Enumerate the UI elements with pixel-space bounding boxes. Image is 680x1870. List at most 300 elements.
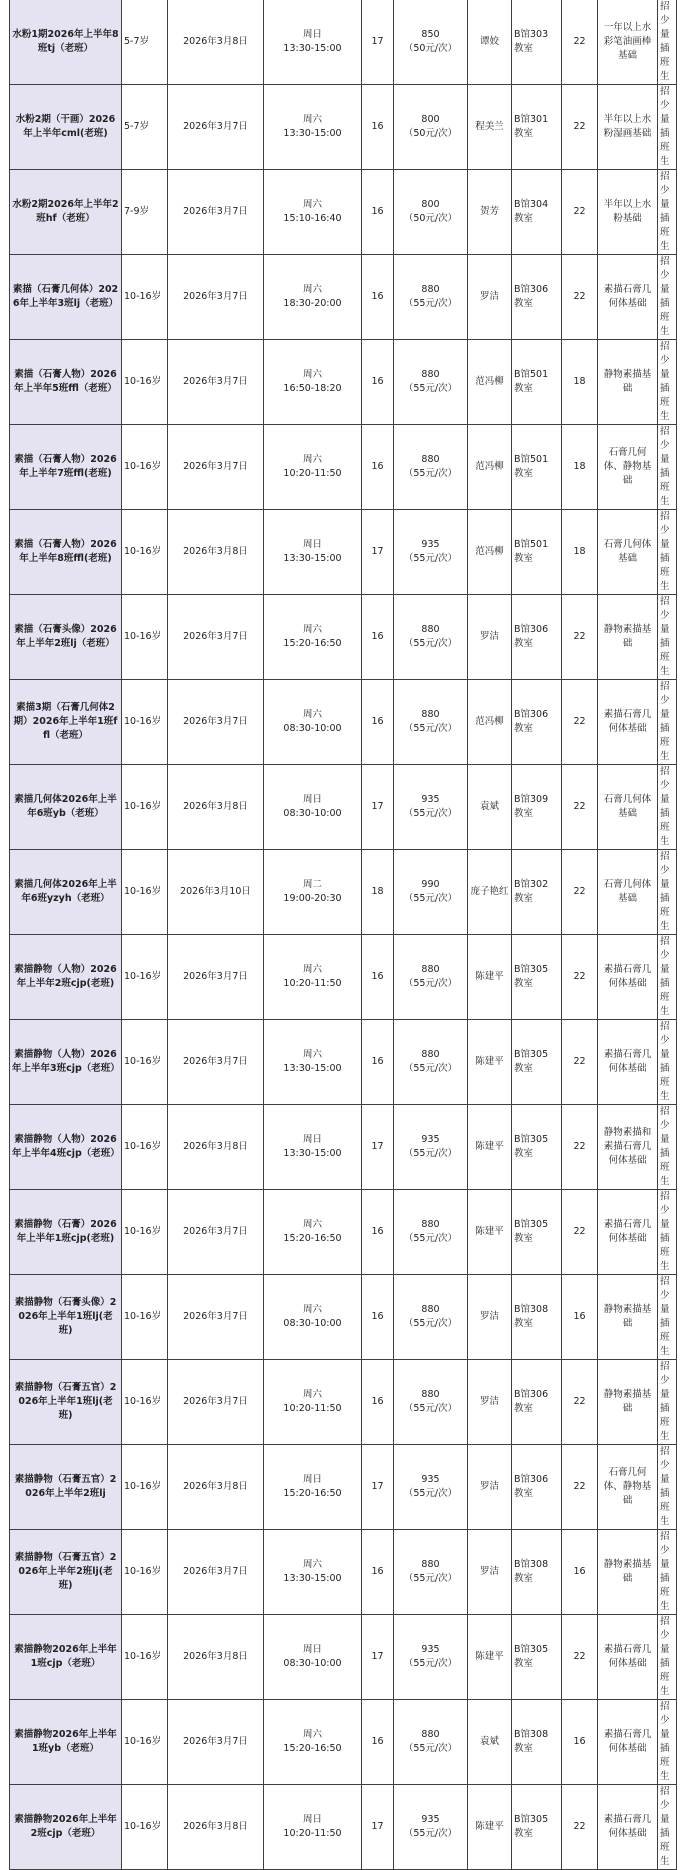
- session-count-cell: 16: [362, 85, 394, 170]
- fee-total-text: 880: [421, 454, 440, 465]
- building-room-text: B馆308: [514, 1304, 549, 1315]
- enrollment-note-cell: 招少量插班生: [658, 0, 677, 85]
- time-range-text: 10:20-11:50: [283, 978, 342, 989]
- time-range-text: 08:30-10:00: [283, 723, 342, 734]
- time-range-text: 19:00-20:30: [283, 893, 342, 904]
- session-count-cell: 16: [362, 1700, 394, 1785]
- fee-total-text: 880: [421, 964, 440, 975]
- schedule-time-cell: [264, 1785, 362, 1870]
- fee-cell: [394, 1275, 468, 1360]
- schedule-time-cell: [264, 1360, 362, 1445]
- classroom-text: 教室: [514, 1403, 534, 1414]
- fee-cell: [394, 1615, 468, 1700]
- teacher-cell: 罗洁: [468, 1445, 512, 1530]
- fee-total-text: 800: [421, 199, 440, 210]
- classroom-cell: [512, 1360, 562, 1445]
- fee-cell: [394, 765, 468, 850]
- fee-total-text: 935: [421, 1474, 440, 1485]
- fee-cell: [394, 595, 468, 680]
- fee-per-session-text: （55元/次）: [403, 1233, 458, 1244]
- requirement-cell: 静物素描基础: [598, 340, 658, 425]
- fee-per-session-text: （55元/次）: [403, 1318, 458, 1329]
- capacity-cell: 22: [562, 0, 598, 85]
- time-range-text: 15:20-16:50: [283, 638, 342, 649]
- session-count-cell: 18: [362, 850, 394, 935]
- teacher-cell: 罗洁: [468, 1360, 512, 1445]
- classroom-text: 教室: [514, 468, 534, 479]
- schedule-time-cell: [264, 935, 362, 1020]
- session-count-cell: 16: [362, 1530, 394, 1615]
- session-count-cell: 16: [362, 1190, 394, 1275]
- schedule-time-cell: [264, 765, 362, 850]
- session-count-cell: 16: [362, 1275, 394, 1360]
- fee-total-text: 880: [421, 1729, 440, 1740]
- weekday-text: 周六: [302, 114, 322, 125]
- teacher-cell: 袁斌: [468, 765, 512, 850]
- course-name-cell: 素描静物（人物）2026年上半年2班cjp(老班): [10, 935, 122, 1020]
- fee-total-text: 880: [421, 284, 440, 295]
- classroom-text: 教室: [514, 1658, 534, 1669]
- age-range-cell: 10-16岁: [122, 850, 168, 935]
- table-row: [10, 510, 677, 595]
- course-name-cell: 素描3期（石膏几何体2期）2026年上半年1班ffl（老班）: [10, 680, 122, 765]
- building-room-text: B馆303: [514, 29, 549, 40]
- requirement-cell: 静物素描基础: [598, 595, 658, 680]
- classroom-cell: [512, 170, 562, 255]
- classroom-cell: [512, 510, 562, 595]
- schedule-time-cell: [264, 1020, 362, 1105]
- enrollment-note-cell: 招少量插班生: [658, 765, 677, 850]
- building-room-text: B馆308: [514, 1729, 549, 1740]
- session-count-cell: 17: [362, 1615, 394, 1700]
- start-date-cell: 2026年3月8日: [168, 1105, 264, 1190]
- building-room-text: B馆501: [514, 454, 549, 465]
- classroom-text: 教室: [514, 128, 534, 139]
- classroom-text: 教室: [514, 1063, 534, 1074]
- start-date-cell: 2026年3月7日: [168, 425, 264, 510]
- teacher-cell: 陈建平: [468, 935, 512, 1020]
- weekday-text: 周日: [302, 1644, 322, 1655]
- fee-per-session-text: （55元/次）: [403, 298, 458, 309]
- capacity-cell: 18: [562, 340, 598, 425]
- classroom-text: 教室: [514, 1828, 534, 1839]
- start-date-cell: 2026年3月8日: [168, 1615, 264, 1700]
- fee-total-text: 880: [421, 1049, 440, 1060]
- fee-total-text: 935: [421, 1134, 440, 1145]
- requirement-cell: 素描石膏几何体基础: [598, 1615, 658, 1700]
- fee-per-session-text: （55元/次）: [403, 468, 458, 479]
- age-range-cell: 10-16岁: [122, 510, 168, 595]
- weekday-text: 周六: [302, 624, 322, 635]
- capacity-cell: 18: [562, 425, 598, 510]
- weekday-text: 周六: [302, 964, 322, 975]
- fee-total-text: 880: [421, 1389, 440, 1400]
- classroom-cell: [512, 595, 562, 680]
- start-date-cell: 2026年3月7日: [168, 1530, 264, 1615]
- requirement-cell: 素描石膏几何体基础: [598, 680, 658, 765]
- session-count-cell: 17: [362, 510, 394, 595]
- weekday-text: 周六: [302, 1304, 322, 1315]
- table-row: [10, 340, 677, 425]
- table-row: [10, 1700, 677, 1785]
- course-name-cell: 素描静物2026年上半年1班cjp（老班）: [10, 1615, 122, 1700]
- course-name-cell: 素描静物2026年上半年1班yb（老班）: [10, 1700, 122, 1785]
- fee-per-session-text: （55元/次）: [403, 1488, 458, 1499]
- capacity-cell: 22: [562, 1615, 598, 1700]
- time-range-text: 13:30-15:00: [283, 43, 342, 54]
- requirement-cell: 静物素描基础: [598, 1275, 658, 1360]
- age-range-cell: 10-16岁: [122, 1445, 168, 1530]
- table-row: [10, 0, 677, 85]
- schedule-time-cell: [264, 170, 362, 255]
- classroom-text: 教室: [514, 1233, 534, 1244]
- requirement-cell: 素描石膏几何体基础: [598, 1700, 658, 1785]
- weekday-text: 周日: [302, 1814, 322, 1825]
- classroom-cell: [512, 85, 562, 170]
- session-count-cell: 17: [362, 1105, 394, 1190]
- session-count-cell: 16: [362, 1360, 394, 1445]
- time-range-text: 15:20-16:50: [283, 1233, 342, 1244]
- course-name-cell: 素描静物2026年上半年2班cjp（老班）: [10, 1785, 122, 1870]
- fee-per-session-text: （55元/次）: [403, 1743, 458, 1754]
- classroom-cell: [512, 0, 562, 85]
- table-row: [10, 595, 677, 680]
- table-row: [10, 765, 677, 850]
- requirement-cell: 静物素描和素描石膏几何体基础: [598, 1105, 658, 1190]
- weekday-text: 周日: [302, 1474, 322, 1485]
- fee-per-session-text: （55元/次）: [403, 638, 458, 649]
- age-range-cell: 10-16岁: [122, 680, 168, 765]
- building-room-text: B馆306: [514, 709, 549, 720]
- building-room-text: B馆501: [514, 539, 549, 550]
- time-range-text: 08:30-10:00: [283, 808, 342, 819]
- classroom-text: 教室: [514, 978, 534, 989]
- classroom-cell: [512, 1615, 562, 1700]
- table-row: [10, 680, 677, 765]
- fee-per-session-text: （55元/次）: [403, 1403, 458, 1414]
- fee-total-text: 880: [421, 1219, 440, 1230]
- capacity-cell: 22: [562, 1785, 598, 1870]
- building-room-text: B馆302: [514, 879, 549, 890]
- time-range-text: 18:30-20:00: [283, 298, 342, 309]
- course-name-cell: 素描（石膏人物）2026年上半年7班ffl(老班): [10, 425, 122, 510]
- enrollment-note-cell: 招少量插班生: [658, 1785, 677, 1870]
- capacity-cell: 18: [562, 510, 598, 595]
- fee-total-text: 850: [421, 29, 440, 40]
- capacity-cell: 22: [562, 765, 598, 850]
- schedule-time-cell: [264, 340, 362, 425]
- session-count-cell: 16: [362, 1020, 394, 1105]
- time-range-text: 13:30-15:00: [283, 1148, 342, 1159]
- fee-per-session-text: （50元/次）: [403, 213, 458, 224]
- enrollment-note-cell: 招少量插班生: [658, 1275, 677, 1360]
- schedule-time-cell: [264, 1615, 362, 1700]
- classroom-text: 教室: [514, 808, 534, 819]
- requirement-cell: 石膏几何体、静物基础: [598, 1445, 658, 1530]
- building-room-text: B馆304: [514, 199, 549, 210]
- schedule-time-cell: [264, 1530, 362, 1615]
- course-name-cell: 素描静物（人物）2026年上半年3班cjp（老班）: [10, 1020, 122, 1105]
- session-count-cell: 16: [362, 425, 394, 510]
- age-range-cell: 10-16岁: [122, 255, 168, 340]
- fee-cell: [394, 1445, 468, 1530]
- classroom-text: 教室: [514, 383, 534, 394]
- session-count-cell: 16: [362, 935, 394, 1020]
- teacher-cell: 贺芳: [468, 170, 512, 255]
- weekday-text: 周六: [302, 1729, 322, 1740]
- weekday-text: 周六: [302, 284, 322, 295]
- table-row: [10, 850, 677, 935]
- age-range-cell: 10-16岁: [122, 1530, 168, 1615]
- fee-cell: [394, 1190, 468, 1275]
- enrollment-note-cell: 招少量插班生: [658, 595, 677, 680]
- age-range-cell: 10-16岁: [122, 1785, 168, 1870]
- age-range-cell: 10-16岁: [122, 595, 168, 680]
- course-name-cell: 素描静物（石膏五官）2026年上半年2班lj: [10, 1445, 122, 1530]
- start-date-cell: 2026年3月7日: [168, 1190, 264, 1275]
- course-name-cell: 素描几何体2026年上半年6班yzyh（老班）: [10, 850, 122, 935]
- table-row: [10, 170, 677, 255]
- fee-per-session-text: （55元/次）: [403, 1658, 458, 1669]
- time-range-text: 10:20-11:50: [283, 1403, 342, 1414]
- schedule-time-cell: [264, 1275, 362, 1360]
- classroom-text: 教室: [514, 1573, 534, 1584]
- course-name-cell: 素描静物（人物）2026年上半年4班cjp（老班）: [10, 1105, 122, 1190]
- fee-cell: [394, 85, 468, 170]
- time-range-text: 10:20-11:50: [283, 1828, 342, 1839]
- weekday-text: 周六: [302, 709, 322, 720]
- schedule-time-cell: [264, 85, 362, 170]
- fee-total-text: 880: [421, 709, 440, 720]
- requirement-cell: 素描石膏几何体基础: [598, 1785, 658, 1870]
- capacity-cell: 22: [562, 935, 598, 1020]
- session-count-cell: 17: [362, 1785, 394, 1870]
- capacity-cell: 16: [562, 1275, 598, 1360]
- requirement-cell: 石膏几何体基础: [598, 510, 658, 595]
- weekday-text: 周日: [302, 794, 322, 805]
- building-room-text: B馆308: [514, 1559, 549, 1570]
- table-row: [10, 1530, 677, 1615]
- requirement-cell: 石膏几何体、静物基础: [598, 425, 658, 510]
- classroom-text: 教室: [514, 213, 534, 224]
- capacity-cell: 22: [562, 1020, 598, 1105]
- start-date-cell: 2026年3月7日: [168, 340, 264, 425]
- enrollment-note-cell: 招少量插班生: [658, 85, 677, 170]
- fee-total-text: 800: [421, 114, 440, 125]
- requirement-cell: 素描石膏几何体基础: [598, 935, 658, 1020]
- schedule-time-cell: [264, 595, 362, 680]
- classroom-text: 教室: [514, 893, 534, 904]
- session-count-cell: 16: [362, 340, 394, 425]
- time-range-text: 13:30-15:00: [283, 1063, 342, 1074]
- time-range-text: 16:50-18:20: [283, 383, 342, 394]
- teacher-cell: 陈建平: [468, 1785, 512, 1870]
- fee-per-session-text: （50元/次）: [403, 128, 458, 139]
- fee-cell: [394, 340, 468, 425]
- classroom-text: 教室: [514, 1488, 534, 1499]
- time-range-text: 15:10-16:40: [283, 213, 342, 224]
- age-range-cell: 10-16岁: [122, 935, 168, 1020]
- building-room-text: B馆301: [514, 114, 549, 125]
- course-name-cell: 素描（石膏人物）2026年上半年8班ffl(老班): [10, 510, 122, 595]
- enrollment-note-cell: 招少量插班生: [658, 1530, 677, 1615]
- classroom-cell: [512, 1785, 562, 1870]
- schedule-time-cell: [264, 425, 362, 510]
- fee-total-text: 990: [421, 879, 440, 890]
- start-date-cell: 2026年3月7日: [168, 935, 264, 1020]
- time-range-text: 13:30-15:00: [283, 553, 342, 564]
- age-range-cell: 10-16岁: [122, 765, 168, 850]
- fee-cell: [394, 680, 468, 765]
- classroom-cell: [512, 425, 562, 510]
- teacher-cell: 陈建平: [468, 1615, 512, 1700]
- course-name-cell: 素描静物（石膏头像）2026年上半年1班lj(老班): [10, 1275, 122, 1360]
- weekday-text: 周六: [302, 1559, 322, 1570]
- enrollment-note-cell: 招少量插班生: [658, 1105, 677, 1190]
- course-name-cell: 素描（石膏人物）2026年上半年5班ffl（老班）: [10, 340, 122, 425]
- classroom-cell: [512, 1105, 562, 1190]
- schedule-time-cell: [264, 1700, 362, 1785]
- fee-cell: [394, 935, 468, 1020]
- building-room-text: B馆306: [514, 1389, 549, 1400]
- requirement-cell: 素描石膏几何体基础: [598, 255, 658, 340]
- fee-cell: [394, 1360, 468, 1445]
- schedule-time-cell: [264, 680, 362, 765]
- start-date-cell: 2026年3月7日: [168, 680, 264, 765]
- course-name-cell: 素描静物（石膏五官）2026年上半年2班lj(老班): [10, 1530, 122, 1615]
- table-row: [10, 1445, 677, 1530]
- classroom-text: 教室: [514, 1148, 534, 1159]
- course-name-cell: 水粉2期（干画）2026年上半年cml(老班): [10, 85, 122, 170]
- fee-total-text: 880: [421, 369, 440, 380]
- table-row: [10, 1105, 677, 1190]
- teacher-cell: 程美兰: [468, 85, 512, 170]
- start-date-cell: 2026年3月8日: [168, 1445, 264, 1530]
- capacity-cell: 16: [562, 1530, 598, 1615]
- fee-cell: [394, 1785, 468, 1870]
- classroom-cell: [512, 850, 562, 935]
- time-range-text: 15:20-16:50: [283, 1488, 342, 1499]
- classroom-cell: [512, 680, 562, 765]
- classroom-cell: [512, 1190, 562, 1275]
- classroom-text: 教室: [514, 298, 534, 309]
- start-date-cell: 2026年3月7日: [168, 1700, 264, 1785]
- teacher-cell: 谭姣: [468, 0, 512, 85]
- classroom-cell: [512, 1530, 562, 1615]
- classroom-cell: [512, 935, 562, 1020]
- capacity-cell: 22: [562, 850, 598, 935]
- classroom-text: 教室: [514, 553, 534, 564]
- capacity-cell: 22: [562, 1105, 598, 1190]
- enrollment-note-cell: 招少量插班生: [658, 1190, 677, 1275]
- session-count-cell: 17: [362, 1445, 394, 1530]
- teacher-cell: 庞子艳红: [468, 850, 512, 935]
- building-room-text: B馆305: [514, 1814, 549, 1825]
- fee-cell: [394, 1700, 468, 1785]
- capacity-cell: 22: [562, 1360, 598, 1445]
- teacher-cell: 范冯柳: [468, 680, 512, 765]
- classroom-cell: [512, 340, 562, 425]
- weekday-text: 周二: [302, 879, 322, 890]
- classroom-text: 教室: [514, 1743, 534, 1754]
- requirement-cell: 静物素描基础: [598, 1530, 658, 1615]
- fee-cell: [394, 255, 468, 340]
- schedule-time-cell: [264, 1190, 362, 1275]
- session-count-cell: 16: [362, 680, 394, 765]
- schedule-time-cell: [264, 0, 362, 85]
- time-range-text: 13:30-15:00: [283, 1573, 342, 1584]
- enrollment-note-cell: 招少量插班生: [658, 1615, 677, 1700]
- fee-per-session-text: （55元/次）: [403, 383, 458, 394]
- start-date-cell: 2026年3月8日: [168, 0, 264, 85]
- fee-per-session-text: （55元/次）: [403, 723, 458, 734]
- teacher-cell: 袁斌: [468, 1700, 512, 1785]
- session-count-cell: 16: [362, 170, 394, 255]
- teacher-cell: 罗洁: [468, 1275, 512, 1360]
- teacher-cell: 范冯柳: [468, 510, 512, 595]
- course-name-cell: 水粉2期2026年上半年2班hf（老班）: [10, 170, 122, 255]
- classroom-text: 教室: [514, 638, 534, 649]
- fee-cell: [394, 425, 468, 510]
- enrollment-note-cell: 招少量插班生: [658, 1700, 677, 1785]
- fee-cell: [394, 1530, 468, 1615]
- schedule-time-cell: [264, 510, 362, 595]
- fee-total-text: 880: [421, 624, 440, 635]
- teacher-cell: 罗洁: [468, 1530, 512, 1615]
- table-row: [10, 1615, 677, 1700]
- fee-per-session-text: （55元/次）: [403, 808, 458, 819]
- teacher-cell: 陈建平: [468, 1020, 512, 1105]
- start-date-cell: 2026年3月10日: [168, 850, 264, 935]
- fee-total-text: 935: [421, 794, 440, 805]
- course-name-cell: 素描（石膏头像）2026年上半年2班lj（老班）: [10, 595, 122, 680]
- fee-per-session-text: （55元/次）: [403, 1573, 458, 1584]
- start-date-cell: 2026年3月8日: [168, 765, 264, 850]
- building-room-text: B馆306: [514, 1474, 549, 1485]
- teacher-cell: 罗洁: [468, 255, 512, 340]
- weekday-text: 周六: [302, 1219, 322, 1230]
- session-count-cell: 16: [362, 595, 394, 680]
- age-range-cell: 10-16岁: [122, 1020, 168, 1105]
- classroom-text: 教室: [514, 723, 534, 734]
- fee-per-session-text: （50元/次）: [403, 43, 458, 54]
- capacity-cell: 22: [562, 680, 598, 765]
- age-range-cell: 10-16岁: [122, 340, 168, 425]
- fee-total-text: 935: [421, 539, 440, 550]
- age-range-cell: 5-7岁: [122, 85, 168, 170]
- requirement-cell: 半年以上水粉基础: [598, 170, 658, 255]
- age-range-cell: 10-16岁: [122, 1275, 168, 1360]
- course-name-cell: 水粉1期2026年上半年8班tj（老班）: [10, 0, 122, 85]
- building-room-text: B馆305: [514, 1049, 549, 1060]
- table-body: [10, 0, 677, 1870]
- session-count-cell: 17: [362, 0, 394, 85]
- table-row: [10, 1785, 677, 1870]
- fee-total-text: 880: [421, 1559, 440, 1570]
- building-room-text: B馆306: [514, 624, 549, 635]
- enrollment-note-cell: 招少量插班生: [658, 850, 677, 935]
- enrollment-note-cell: 招少量插班生: [658, 1360, 677, 1445]
- start-date-cell: 2026年3月7日: [168, 595, 264, 680]
- time-range-text: 08:30-10:00: [283, 1658, 342, 1669]
- age-range-cell: 10-16岁: [122, 425, 168, 510]
- capacity-cell: 22: [562, 1190, 598, 1275]
- teacher-cell: 范冯柳: [468, 425, 512, 510]
- building-room-text: B馆305: [514, 1134, 549, 1145]
- capacity-cell: 22: [562, 255, 598, 340]
- time-range-text: 08:30-10:00: [283, 1318, 342, 1329]
- time-range-text: 10:20-11:50: [283, 468, 342, 479]
